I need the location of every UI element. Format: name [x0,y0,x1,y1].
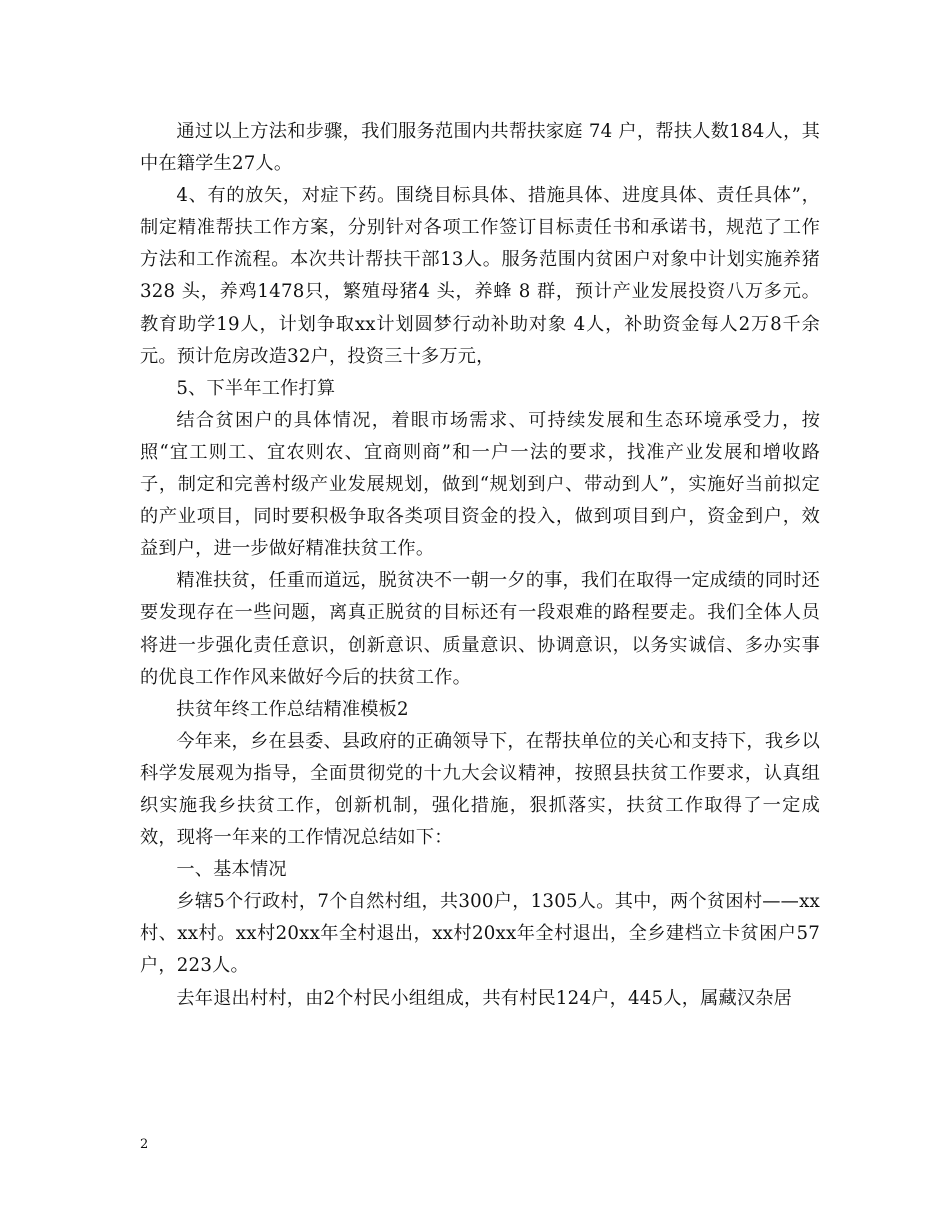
document-body [140,116,820,1015]
paragraph-township-statistics: 乡辖5个行政村，7个自然村组，共300户，1305人。其中，两个贫困村——xx村、xx村。xx村20xx年全村退出，xx村20xx年全村退出，全乡建档立卡贫困户57户，223人。 [140,891,820,977]
paragraph-annual-overview: 今年来，乡在县委、县政府的正确领导下，在帮扶单位的关心和支持下，我乡以科学发展观为指导，全面贯彻党的十九大会议精神，按照县扶贫工作要求，认真组织实施我乡扶贫工作，创新机制，强化措施，狠抓落实，扶贫工作取得了一定成效，现将一年来的工作情况总结如下： [140,730,820,849]
heading-basic-situation: 一、基本情况 [176,859,287,881]
document-section-title: 扶贫年终工作总结精准模板2 [176,698,409,720]
heading-second-half-plan: 5、下半年工作打算 [176,377,336,399]
paragraph-industry-development: 结合贫困户的具体情况，着眼市场需求、可持续发展和生态环境承受力，按照“宜工则工、宜农则农、宜商则商”和一户一法的要求，找准产业发展和增收路子，制定和完善村级产业发展规划，做到“规划到户、带动到人”，实施好当前拟定的产业项目，同时要积极争取各类项目资金的投入，做到项目到户，资金到户，效益到户，进一步做好精准扶贫工作。 [140,409,820,560]
paragraph-targeted-assistance: 4、有的放矢，对症下药。围绕目标具体、措施具体、进度具体、责任具体”，制定精准帮扶工作方案，分别针对各项工作签订目标责任书和承诺书，规范了工作方法和工作流程。本次共计帮扶干部13人。服务范围内贫困户对象中计划实施养猪 328 头，养鸡1478只，繁殖母猪4 头，养蜂 8 群，预计产业发展投资八万多元。教育助学19人，计划争取xx计划圆梦行动补助对象 4人，补助资金每人2万8千余元。预计危房改造32户，投资三十多万元， [140,185,820,367]
paragraph-exited-village: 去年退出村村，由2个村民小组组成，共有村民124户，445人，属藏汉杂居 [176,987,793,1009]
paragraph-household-summary: 通过以上方法和步骤，我们服务范围内共帮扶家庭 74 户，帮扶人数184人，其中在籍学生27人。 [140,121,820,175]
page-number: 2 [140,1137,149,1152]
paragraph-poverty-alleviation-outlook: 精准扶贫，任重而道远，脱贫决不一朝一夕的事，我们在取得一定成绩的同时还要发现存在一些问题，离真正脱贫的目标还有一段艰难的路程要走。我们全体人员将进一步强化责任意识，创新意识、质量意识、协调意识，以务实诚信、多办实事的优良工作作风来做好今后的扶贫工作。 [140,570,820,688]
